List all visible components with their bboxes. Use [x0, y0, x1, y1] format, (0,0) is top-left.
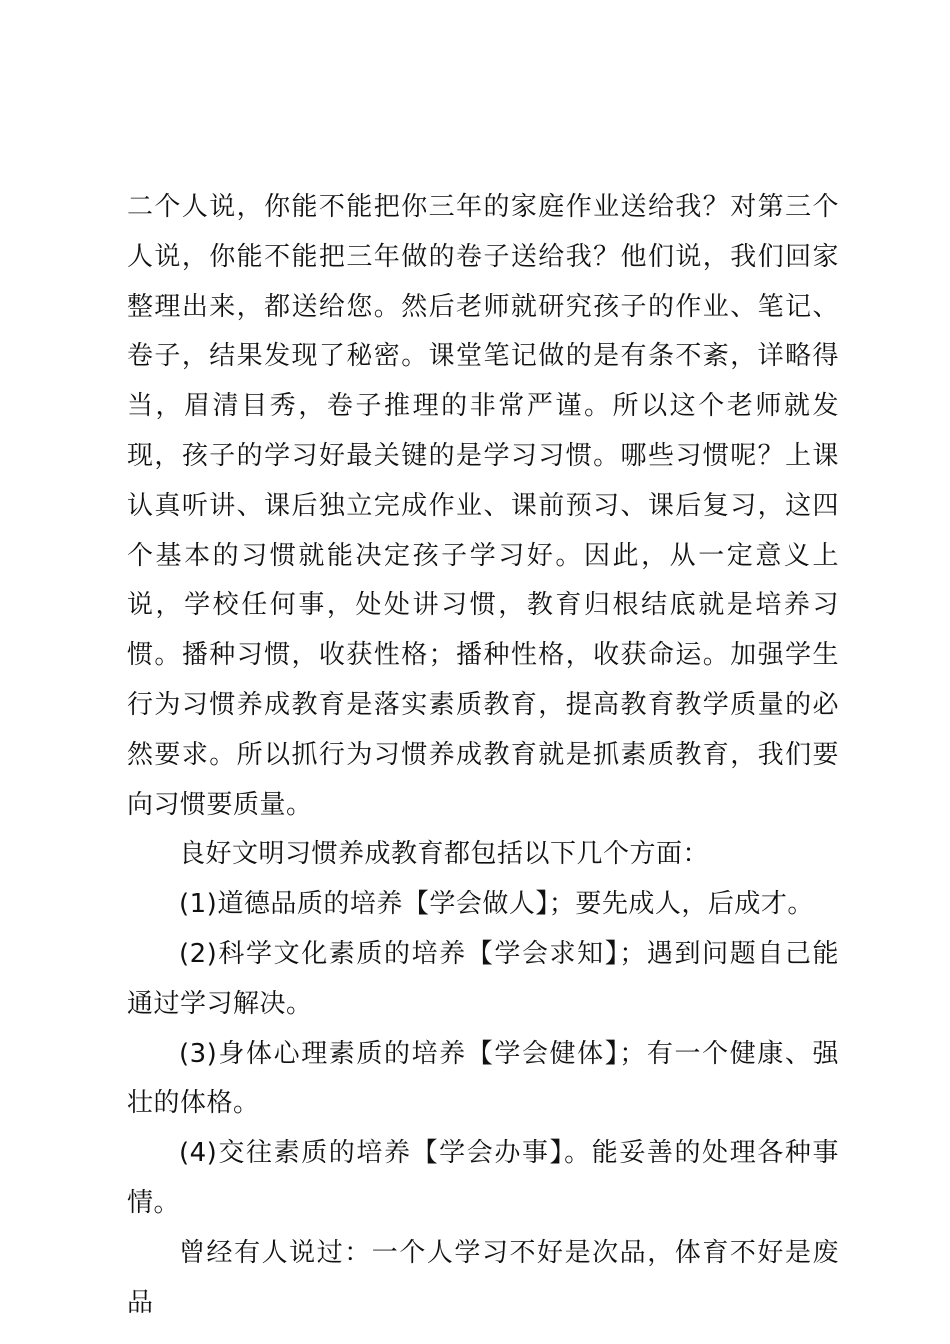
body-paragraph: 二个人说，你能不能把你三年的家庭作业送给我？对第三个人说，你能不能把三年做的卷子送给我？他们说，我们回家整理出来，都送给您。然后老师就研究孩子的作业、笔记、卷子，结果发现了秘密。课堂笔记做的是有条不紊，详略得当，眉清目秀，卷子推理的非常严谨。所以这个老师就发现，孩子的学习好最关键的是学习习惯。哪些习惯呢？上课认真听讲、课后独立完成作业、课前预习、课后复习，这四个基本的习惯就能决定孩子学习好。因此，从一定意义上说，学校任何事，处处讲习惯，教育归根结底就是培养习惯。播种习惯，收获性格；播种性格，收获命运。加强学生行为习惯养成教育是落实素质教育，提高教育教学质量的必然要求。所以抓行为习惯养成教育就是抓素质教育，我们要向习惯要质量。 [127, 192, 839, 820]
document-page [127, 183, 839, 1328]
list-item: (3)身体心理素质的培养【学会健体】；有一个健康、强壮的体格。 [127, 1038, 839, 1119]
list-item: (2)科学文化素质的培养【学会求知】；遇到问题自己能通过学习解决。 [127, 938, 839, 1019]
list-item: (1)道德品质的培养【学会做人】；要先成人，后成才。 [179, 889, 814, 920]
body-paragraph: 良好文明习惯养成教育都包括以下几个方面： [179, 839, 710, 870]
body-paragraph: 曾经有人说过：一个人学习不好是次品，体育不好是废品 [127, 1237, 839, 1318]
list-item: (4)交往素质的培养【学会办事】。能妥善的处理各种事情。 [127, 1138, 839, 1218]
